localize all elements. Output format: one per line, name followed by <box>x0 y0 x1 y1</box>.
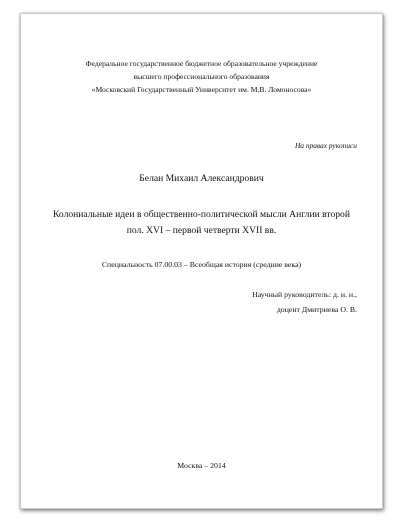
manuscript-note: На правах рукописи <box>294 141 357 150</box>
document-page <box>20 13 383 509</box>
institution-line-3: «Московский Государственный Университет им. М.В. Ломоносова» <box>91 85 312 94</box>
institution-line-2: высшего профессионального образования <box>133 72 270 81</box>
supervisor-line-2: доцент Дмитриева О. В. <box>276 305 357 314</box>
city-year: Москва – 2014 <box>177 461 226 470</box>
supervisor-line-1: Научный руководитель: д. и. н., <box>252 290 357 299</box>
thesis-title-line-1: Колониальные идеи в общественно-политической мысли Англии второй <box>52 209 350 220</box>
author-name: Белан Михаил Александрович <box>139 173 264 184</box>
specialty: Специальность 07.00.03 – Всеобщая история (средние века) <box>101 260 302 269</box>
institution-line-1: Федеральное государственное бюджетное образовательное учреждение <box>85 59 318 68</box>
thesis-title-line-2: пол. XVI – первой четверти XVII вв. <box>126 225 277 236</box>
